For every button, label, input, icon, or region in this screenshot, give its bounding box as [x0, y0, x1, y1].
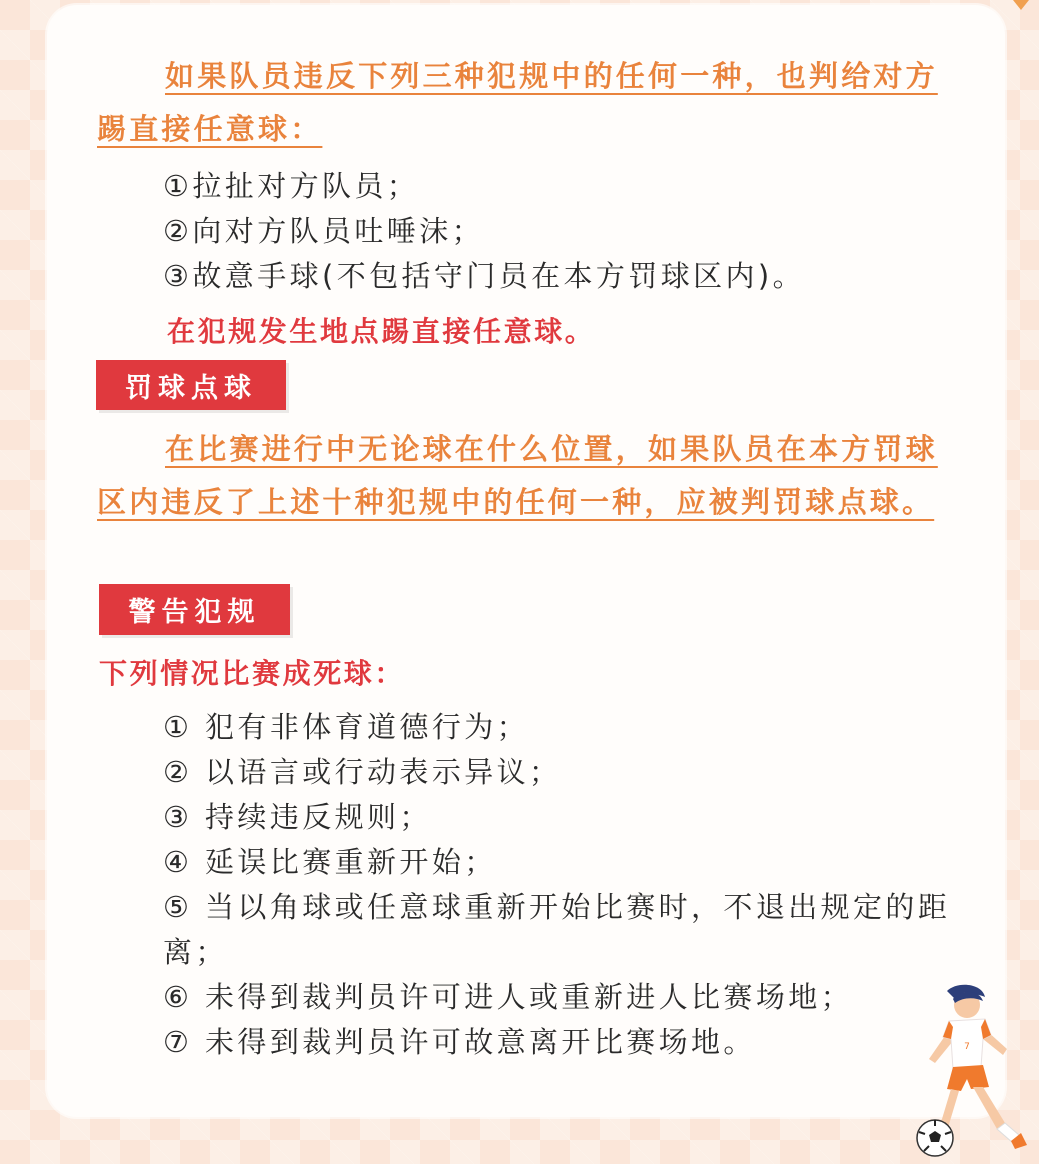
- direct-free-kick-conclusion: 在犯规发生地点踢直接任意球。: [167, 315, 596, 348]
- penalty-kick-text: 在比赛进行中无论球在什么位置，如果队员在本方罚球区内违反了上述十种犯规中的任何一种，应被判罚球点球。: [97, 432, 938, 519]
- svg-text:7: 7: [964, 1042, 970, 1052]
- caution-fouls-badge: [99, 584, 290, 635]
- list-item: ①拉扯对方队员；: [163, 169, 420, 203]
- list-item: ③ 持续违反规则；: [163, 800, 432, 834]
- list-item: ⑥ 未得到裁判员许可进人或重新进人比赛场地；: [163, 980, 854, 1014]
- badge-label: 警告犯规: [128, 597, 261, 628]
- list-item: ② 以语言或行动表示异议；: [163, 755, 562, 789]
- direct-free-kick-list: [163, 164, 943, 299]
- list-item: ⑦ 未得到裁判员许可故意离开比赛场地。: [163, 1025, 756, 1059]
- list-item: ③故意手球(不包括守门员在本方罚球区内)。: [163, 259, 806, 293]
- direct-free-kick-intro: 如果队员违反下列三种犯规中的任何一种，也判给对方踢直接任意球：: [97, 59, 938, 146]
- badge-label: 罚球点球: [125, 372, 257, 404]
- dead-ball-heading: 下列情况比赛成死球：: [99, 657, 406, 690]
- list-item: ②向对方队员吐唾沫；: [163, 214, 484, 248]
- list-item: ④ 延误比赛重新开始；: [163, 845, 497, 879]
- caution-list: [163, 705, 963, 1065]
- list-item: ① 犯有非体育道德行为；: [163, 710, 530, 744]
- penalty-kick-badge: [96, 360, 286, 410]
- list-item: ⑤ 当以角球或任意球重新开始比赛时，不退出规定的距离；: [163, 890, 951, 969]
- soccer-ball-icon: [915, 1118, 955, 1158]
- corner-decoration-icon: [1010, 0, 1032, 12]
